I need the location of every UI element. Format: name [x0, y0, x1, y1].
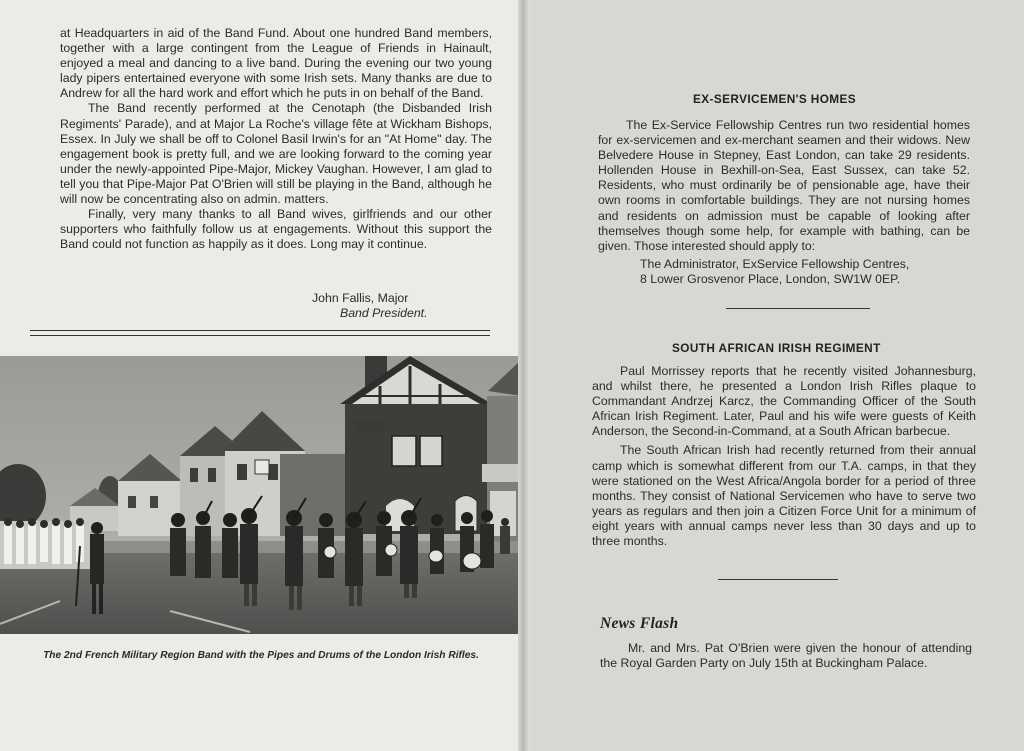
double-divider	[30, 330, 490, 336]
section-divider	[718, 579, 838, 580]
paragraph: Finally, very many thanks to all Band wives, girlfriends and our other supporters who faithfully follow us at engagements. Without this support the Band could not function as happily as it does. Long may it continue.	[60, 207, 492, 252]
paragraph: Mr. and Mrs. Pat O'Brien were given the honour of attending the Royal Garden Party on July 15th at Buckingham Palace.	[600, 641, 972, 671]
paragraph: Paul Morrissey reports that he recently visited Johannesburg, and whilst there, he presented a London Irish Rifles plaque to Commandant Andrzej Karcz, the Commanding Officer of the South African Irish Regiment. Later, Paul and his wife were guests of Keith Anderson, the Second-in-Command, at a South African barbecue.	[592, 364, 976, 439]
regiment-article	[592, 364, 976, 549]
news-flash-text	[600, 641, 972, 671]
news-flash-heading: News Flash	[600, 615, 679, 632]
paragraph: The South African Irish had recently returned from their annual camp which is somewhat different from our T.A. camps, in that they were stationed on the West Africa/Angola border for a period of three months. They consist of National Servicemen who have to serve two years as regulars and then join a Citizen Force Unit for a minimum of eight years with annual camps never less than 30 days and up to three months.	[592, 443, 976, 549]
address-line: The Administrator, ExService Fellowship Centres,	[640, 256, 910, 271]
signature-name: John Fallis, Major	[312, 291, 409, 305]
page-gutter	[518, 0, 530, 751]
homes-heading: EX-SERVICEMEN'S HOMES	[693, 92, 857, 106]
regiment-heading: SOUTH AFRICAN IRISH REGIMENT	[672, 341, 881, 355]
homes-article	[598, 118, 970, 287]
address-block	[598, 257, 970, 287]
band-parade-illustration	[0, 356, 522, 634]
signature-title: Band President.	[340, 306, 428, 320]
paragraph: at Headquarters in aid of the Band Fund. About one hundred Band members, together with a large contingent from the League of Friends in Hainault, enjoyed a meal and dancing to a live band. During the evening our two young lady pipers entertained everyone with some Irish sets. Many thanks are due to Andrew for all the hard work and effort which he puts in on behalf of the Band.	[60, 26, 492, 101]
paragraph: The Band recently performed at the Cenotaph (the Disbanded Irish Regiments' Parade), and at Major La Roche's village fête at Wickham Bishops, Essex. In July we shall be off to Colonel Basil Irwin's for an "At Home" day. The engagement book is pretty full, and we are looking forward to the coming year under the newly-appointed Pipe-Major, Mickey Vaughan. However, I am glad to tell you that Pipe-Major Pat O'Brien will still be playing in the Band, although he will now be concentrating also on admin. matters.	[60, 101, 492, 207]
address-line: 8 Lower Grosvenor Place, London, SW1W 0EP.	[640, 271, 901, 286]
signature-block	[312, 291, 428, 321]
band-parade-photo	[0, 356, 522, 634]
paragraph: The Ex-Service Fellowship Centres run two residential homes for ex-servicemen and ex-merchant seamen and their widows. New Belvedere House in Stepney, East London, can take 29 residents. Hollenden House in Bexhill-on-Sea, East Sussex, can take 52. Residents, who must ordinarily be of pensionable age, have their own rooms in comfortable buildings. They are not nursing homes and residents on admission must be capable of looking after themselves though some help, for example with bathing, can be given. Those interested should apply to:	[598, 118, 970, 253]
band-fund-article	[60, 26, 492, 252]
section-divider	[726, 308, 870, 309]
photo-caption: The 2nd French Military Region Band with the Pipes and Drums of the London Irish Rifles.	[43, 650, 479, 661]
